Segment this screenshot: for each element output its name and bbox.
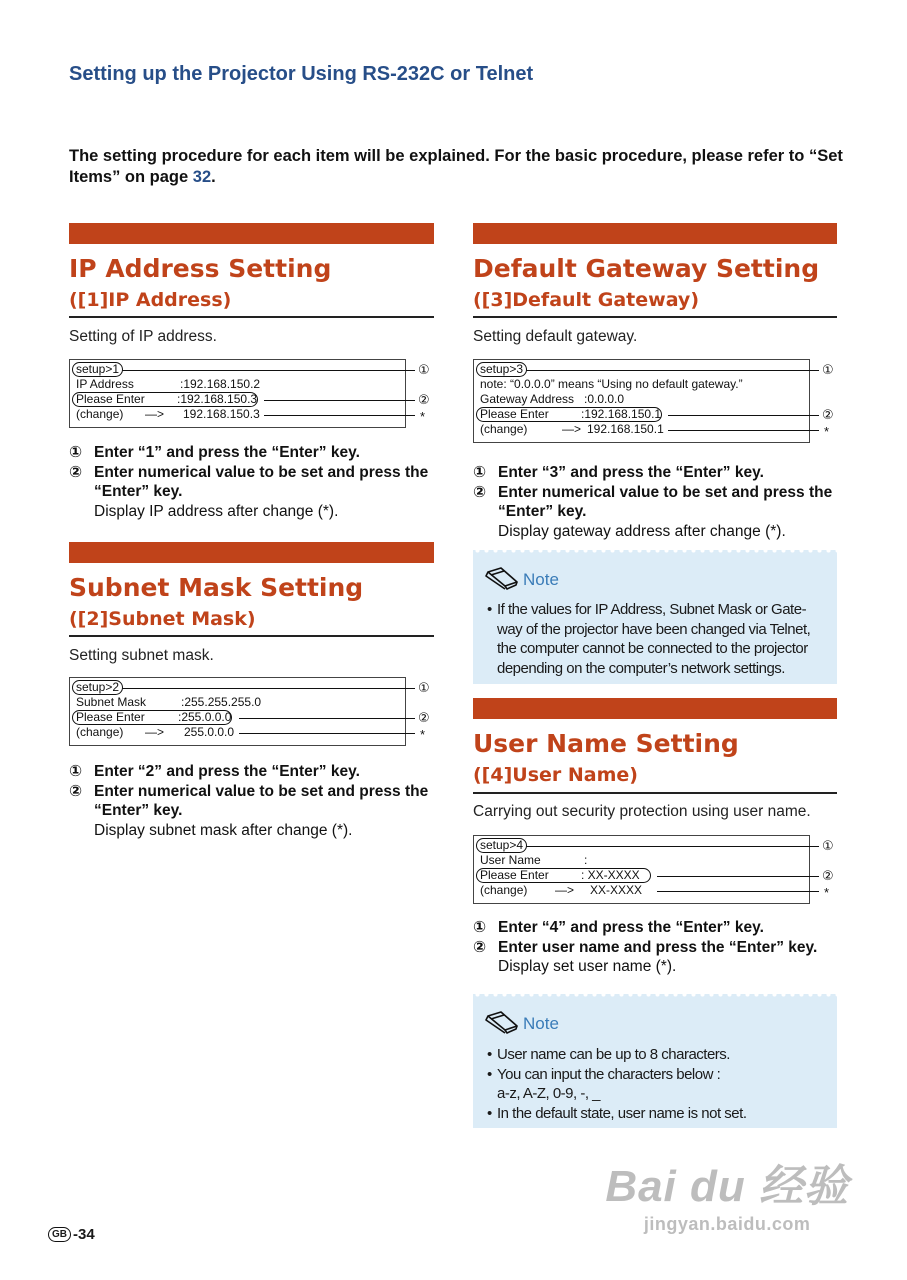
step-result: Display gateway address after change (*).: [498, 522, 786, 540]
steps-user: [473, 918, 841, 977]
note-body: [487, 1045, 831, 1123]
terminal-arrow: —>: [555, 883, 575, 897]
step-text: Enter “1” and press the “Enter” key.: [94, 444, 360, 461]
leader-line: [668, 415, 819, 416]
marker-asterisk: *: [824, 885, 830, 900]
marker-circle-1: ①: [418, 362, 430, 377]
terminal-value: :255.255.255.0: [181, 695, 262, 709]
leader-line: [657, 876, 819, 877]
step-text: Enter numerical value to be set and press the “Enter” key.: [498, 483, 833, 520]
pencil-icon: [485, 1008, 519, 1039]
section-subtitle-ip: ([1]IP Address): [69, 289, 232, 311]
terminal-label: (change): [76, 725, 124, 739]
terminal-label: Subnet Mask: [76, 695, 147, 709]
step-text: Enter numerical value to be set and press the “Enter” key.: [94, 782, 429, 819]
note-line: a-z, A-Z, 0-9, -, _: [497, 1085, 601, 1102]
step-number: ①: [69, 763, 83, 780]
terminal-value: :255.0.0.0: [178, 710, 232, 724]
bullet: •: [487, 601, 492, 618]
leader-line: [122, 688, 415, 689]
terminal-value: 255.0.0.0: [184, 725, 235, 739]
section-bar-subnet: [69, 542, 434, 563]
note-body: [487, 600, 831, 678]
step-number: ①: [69, 444, 83, 461]
note-line: the computer cannot be connected to the projector: [497, 640, 808, 657]
section-subtitle-user: ([4]User Name): [473, 764, 638, 786]
section-title-gateway: Default Gateway Setting: [473, 254, 820, 283]
section-bar-gateway: [473, 223, 837, 244]
note-line: In the default state, user name is not set.: [497, 1104, 747, 1122]
step-number: ②: [473, 483, 487, 501]
section-subtitle-subnet: ([2]Subnet Mask): [69, 608, 256, 630]
terminal-arrow: —>: [145, 725, 165, 739]
terminal-label: Please Enter: [76, 710, 145, 724]
step-text: Enter “2” and press the “Enter” key.: [94, 763, 360, 780]
leader-line: [657, 891, 819, 892]
note-line: way of the projector have been changed via Telnet,: [497, 620, 811, 638]
marker-asterisk: *: [824, 424, 830, 439]
section-bar-ip: [69, 223, 434, 244]
section-title-subnet: Subnet Mask Setting: [69, 573, 364, 602]
terminal-prompt: setup>2: [72, 680, 123, 695]
terminal-value: 192.168.150.1: [587, 422, 664, 436]
marker-circle-2: ②: [418, 710, 430, 725]
note-header: [485, 1008, 559, 1039]
step-text: Enter “3” and press the “Enter” key.: [498, 464, 764, 481]
steps-gateway: [473, 463, 841, 541]
step-number: ②: [473, 938, 487, 956]
note-box-network: [473, 550, 837, 684]
step-result: Display IP address after change (*).: [94, 502, 339, 520]
leader-line: [239, 718, 415, 719]
step-number: ①: [473, 464, 487, 481]
terminal-prompt: setup>1: [72, 362, 123, 377]
intro-paragraph: [69, 146, 844, 188]
note-dotted-border: [473, 994, 837, 998]
section-rule-ip: [69, 316, 434, 318]
steps-ip: [69, 443, 437, 521]
watermark-brand: Bai du 经验: [605, 1162, 849, 1211]
leader-line: [239, 733, 415, 734]
terminal-prompt: setup>4: [476, 838, 527, 853]
terminal-value: XX-XXXX: [590, 883, 643, 897]
terminal-value: :192.168.150.3: [177, 392, 258, 406]
marker-circle-1: ①: [822, 362, 834, 377]
terminal-arrow: —>: [145, 407, 165, 421]
terminal-label: (change): [480, 422, 528, 436]
terminal-arrow: —>: [562, 422, 582, 436]
section-bar-user: [473, 698, 837, 719]
leader-line: [526, 846, 819, 847]
marker-asterisk: *: [420, 727, 426, 742]
section-desc-user: Carrying out security protection using user name.: [473, 803, 811, 820]
section-subtitle-gateway: ([3]Default Gateway): [473, 289, 699, 311]
terminal-label: Please Enter: [480, 868, 549, 882]
note-line: If the values for IP Address, Subnet Mask or Gate-: [497, 601, 807, 618]
steps-subnet: [69, 762, 437, 840]
section-rule-subnet: [69, 635, 434, 637]
terminal-label: (change): [480, 883, 528, 897]
step-text: Enter user name and press the “Enter” key.: [498, 938, 818, 956]
page-header-title: Setting up the Projector Using RS-232C or Telnet: [69, 63, 534, 85]
note-dotted-border: [473, 550, 837, 554]
intro-end: .: [211, 168, 216, 186]
watermark: [605, 1150, 849, 1235]
step-number: ①: [473, 919, 487, 936]
step-text: Enter “4” and press the “Enter” key.: [498, 919, 764, 936]
note-box-username: [473, 994, 837, 1128]
step-result: Display set user name (*).: [498, 958, 677, 975]
terminal-value: :0.0.0.0: [584, 392, 625, 406]
marker-circle-2: ②: [418, 392, 430, 407]
note-line: depending on the computer’s network settings.: [497, 659, 785, 677]
page-reference-link[interactable]: 32: [192, 168, 212, 186]
marker-circle-1: ①: [418, 680, 430, 695]
leader-line: [526, 370, 819, 371]
terminal-value: : XX-XXXX: [581, 868, 640, 882]
section-desc-ip: Setting of IP address.: [69, 328, 217, 345]
terminal-note-line: note: “0.0.0.0” means “Using no default gateway.”: [480, 377, 743, 391]
terminal-value: :192.168.150.2: [180, 377, 261, 391]
note-header: [485, 564, 559, 595]
terminal-label: Please Enter: [76, 392, 145, 406]
terminal-value: 192.168.150.3: [183, 407, 260, 421]
section-rule-gateway: [473, 316, 837, 318]
step-number: ②: [69, 782, 83, 800]
note-line: You can input the characters below :: [497, 1065, 721, 1083]
note-label: Note: [523, 569, 559, 589]
section-desc-gateway: Setting default gateway.: [473, 328, 638, 345]
terminal-label: IP Address: [76, 377, 134, 391]
intro-text: The setting procedure for each item will be explained. For the basic procedure, please refer to “Set Items” on page: [69, 147, 843, 186]
step-number: ②: [69, 463, 83, 481]
terminal-label: User Name: [480, 853, 541, 867]
watermark-url: jingyan.baidu.com: [643, 1214, 811, 1234]
pencil-icon: [485, 564, 519, 595]
section-rule-user: [473, 792, 837, 794]
terminal-label: Gateway Address: [480, 392, 575, 406]
region-badge: GB: [48, 1227, 71, 1242]
bullet: •: [487, 1065, 492, 1083]
step-result: Display subnet mask after change (*).: [94, 821, 353, 839]
note-line: User name can be up to 8 characters.: [497, 1046, 730, 1063]
marker-asterisk: *: [420, 409, 426, 424]
terminal-value: :192.168.150.1: [581, 407, 662, 421]
page-number-text: -34: [73, 1226, 95, 1243]
leader-line: [122, 370, 415, 371]
marker-circle-1: ①: [822, 838, 834, 853]
terminal-prompt: setup>3: [476, 362, 527, 377]
step-text: Enter numerical value to be set and press the “Enter” key.: [94, 463, 429, 500]
section-title-user: User Name Setting: [473, 729, 739, 758]
bullet: •: [487, 1104, 492, 1122]
terminal-label: Please Enter: [480, 407, 549, 421]
leader-line: [264, 400, 415, 401]
bullet: •: [487, 1046, 492, 1063]
terminal-label: (change): [76, 407, 124, 421]
leader-line: [264, 415, 415, 416]
marker-circle-2: ②: [822, 407, 834, 422]
page-number: [48, 1226, 95, 1243]
section-desc-subnet: Setting subnet mask.: [69, 647, 214, 664]
note-label: Note: [523, 1013, 559, 1033]
leader-line: [668, 430, 819, 431]
marker-circle-2: ②: [822, 868, 834, 883]
terminal-value: :: [584, 853, 588, 867]
section-title-ip: IP Address Setting: [69, 254, 332, 283]
